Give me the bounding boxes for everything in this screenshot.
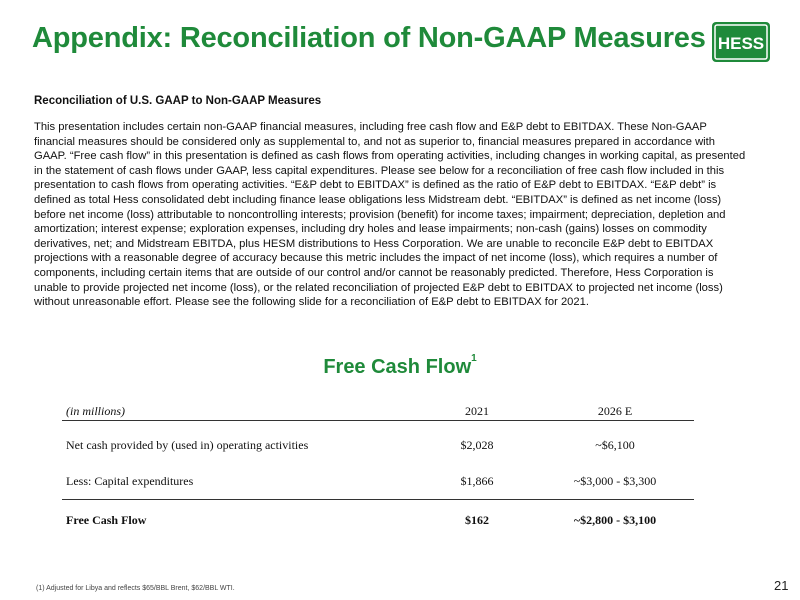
row-value-2026e: ~$2,800 - $3,100 [573, 512, 657, 527]
table-row [62, 421, 694, 464]
page-title: Appendix: Reconciliation of Non-GAAP Measures [32, 22, 706, 54]
row-label: Net cash provided by (used in) operating activities [66, 437, 309, 452]
fcf-title-text: Free Cash Flow [323, 356, 472, 378]
row-label: Free Cash Flow [66, 512, 147, 527]
hess-logo-mark [712, 22, 770, 62]
fcf-title-footnote-ref: 1 [471, 353, 477, 365]
table-row [62, 463, 694, 500]
row-value-2026e: ~$3,000 - $3,300 [536, 463, 694, 500]
table-row-total [62, 500, 694, 541]
page-number: 21 [774, 578, 789, 593]
row-value-2026e: ~$6,100 [595, 437, 635, 452]
column-header-2021: 2021 [418, 402, 536, 421]
row-value-2021: $2,028 [460, 437, 494, 452]
row-label: Less: Capital expenditures [62, 463, 418, 500]
logo-text: HESS [717, 34, 765, 53]
section-body-text: This presentation includes certain non-GAAP financial measures, including free cash flow and E&P debt to EBITDAX. These Non-GAAP financial measures should be considered only as supplemental to, and not as superior to, financial measures prepared in accordance with GAAP. “Free cash flow” in this presentation is defined as cash flows from operating activities, including changes in working capital, as presented in the statement of cash flows under GAAP, less capital expenditures. Please see below for a reconciliation of free cash flow included in this presentation to cash flows from operating activities. “E&P debt to EBITDAX” is defined as the ratio of E&P debt to EBITDAX. “E&P debt” is defined as total Hess consolidated debt including finance lease obligations less Midstream debt. “EBITDAX” is defined as net income (loss) before net income (loss) attributable to noncontrolling interests; provision (benefit) for income taxes; impairment; depreciation, depletion and amortization; interest expense; exploration expenses, including dry holes and lease impairments; non-cash (gains) losses on commodity derivatives, net; and Midstream EBITDA, plus HESM distributions to Hess Corporation. We are unable to reconcile E&P debt to EBITDAX projections with a reasonable degree of accuracy because this metric includes the impact of net income (loss), which requires a number of components, including certain items that are outside of our control and/or cannot be reasonably predicted. Therefore, Hess Corporation is unable to provide projected net income (loss), or the related reconciliation of projected E&P debt to EBITDAX to projected net income (loss) without unreasonable effort. Please see the following slide for a reconciliation of E&P debt to EBITDAX for 2021. [34, 121, 746, 309]
hess-logo [712, 22, 770, 62]
column-header-label: (in millions) [62, 402, 418, 421]
column-header-2026e: 2026 E [536, 402, 694, 421]
section-subheading: Reconciliation of U.S. GAAP to Non-GAAP Measures [34, 95, 322, 107]
fcf-title [0, 353, 800, 379]
row-value-2021: $162 [465, 512, 489, 527]
table-header-row [62, 402, 694, 421]
fcf-table [62, 402, 694, 540]
footnote: (1) Adjusted for Libya and reflects $65/BBL Brent, $62/BBL WTI. [36, 585, 235, 592]
row-value-2021: $1,866 [418, 463, 536, 500]
